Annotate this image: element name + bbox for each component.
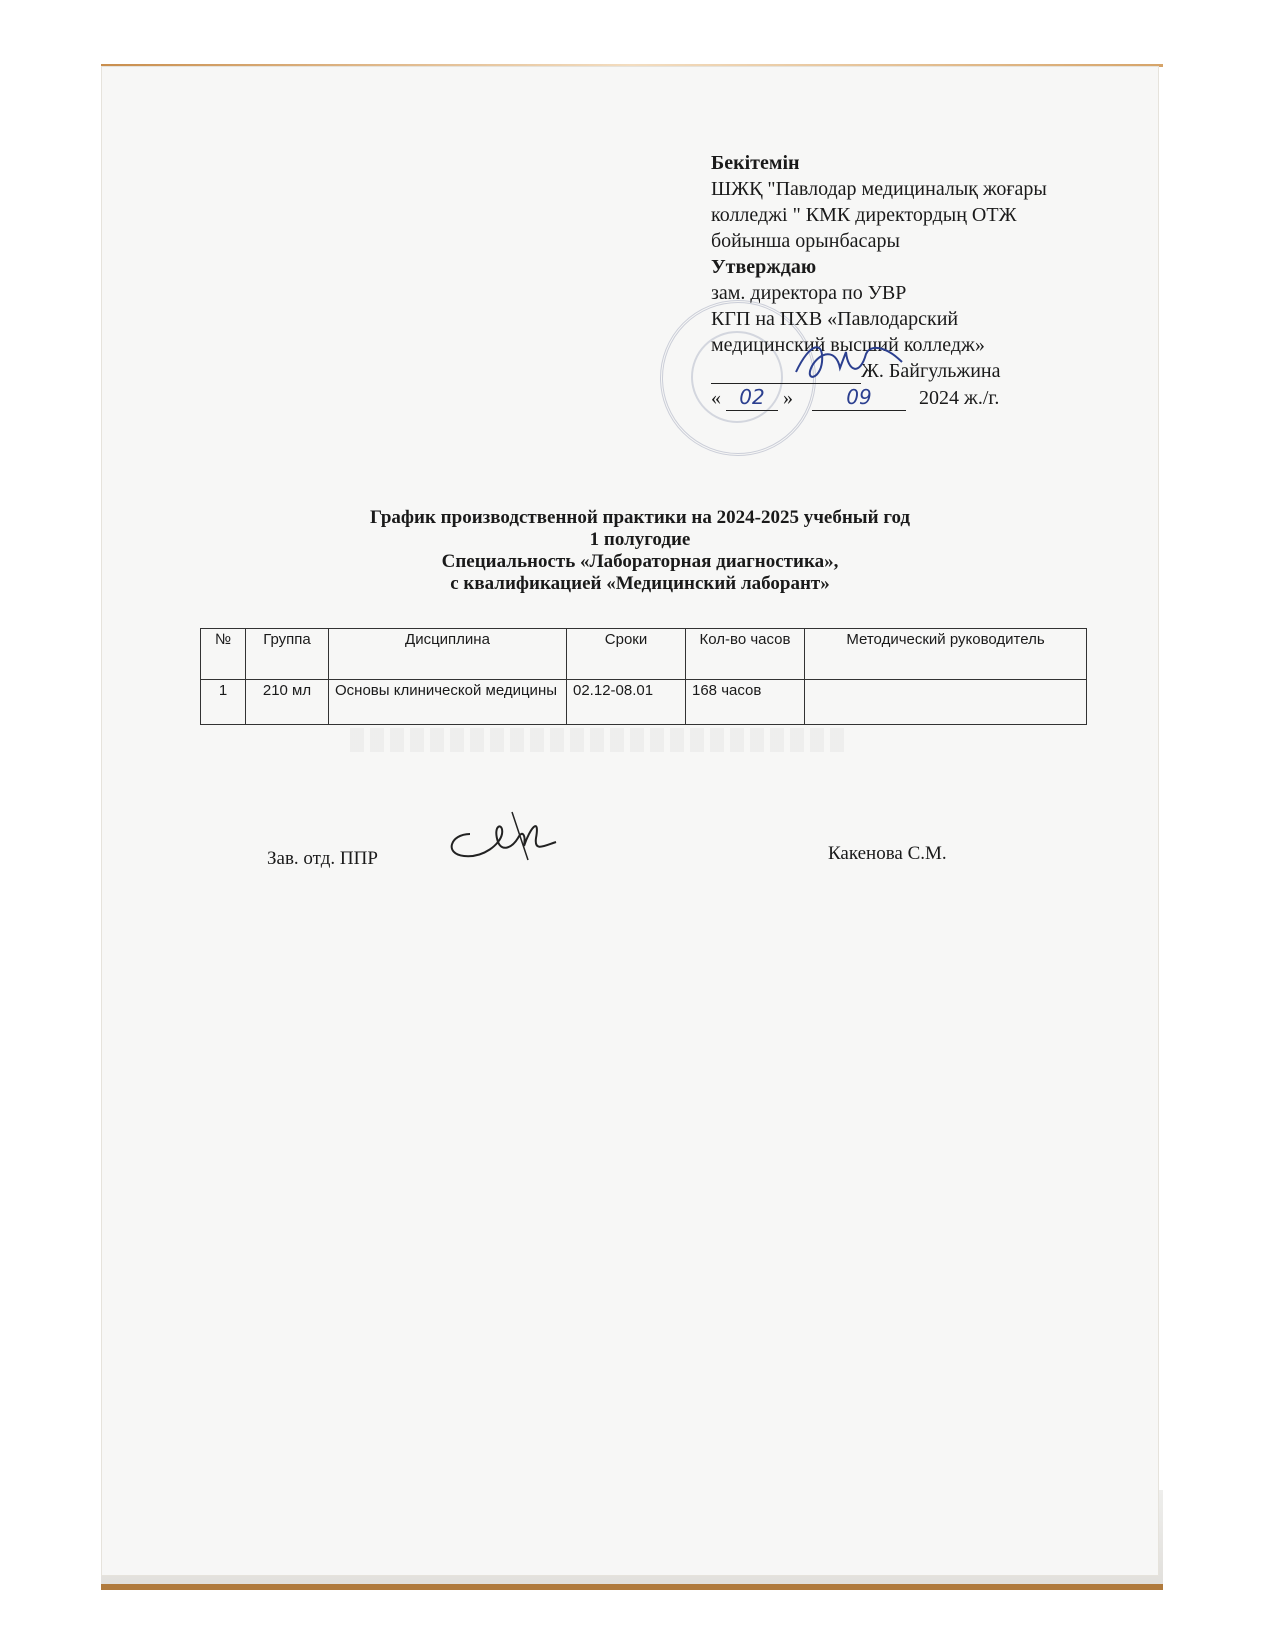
title-line: График производственной практики на 2024-2025 учебный год [369,507,911,528]
date-open-quote: « [711,387,721,409]
approval-signature-line [711,358,1131,384]
approval-ru-line: медицинский высший колледж» [711,334,985,356]
date-close-quote: » [783,387,793,409]
column-header: Дисциплина [329,629,567,680]
approval-ru-line: КГП на ПХВ «Павлодарский [711,308,959,330]
approver-signature-icon [790,332,910,390]
column-header: № [201,629,246,680]
approval-date [711,384,1131,411]
table-cell: 02.12-08.01 [567,680,686,725]
approval-block [711,150,1131,411]
table-cell [805,680,1087,725]
table-cell: Основы клинической медицины [329,680,567,725]
column-header: Группа [246,629,329,680]
approval-ru-heading: Утверждаю [711,256,817,278]
approval-ru-line: зам. директора по УВР [711,282,907,304]
footer-name: Какенова С.М. [828,843,947,864]
date-month: 09 [812,384,906,411]
practice-schedule-table [200,628,1087,725]
table-cell: 210 мл [246,680,329,725]
approval-signer-name: Ж. Байгульжина [861,360,1001,382]
date-year: 2024 ж./г. [919,387,1000,409]
column-header: Сроки [567,629,686,680]
title-line: Специальность «Лабораторная диагностика», [441,551,839,572]
title-line: с квалификацией «Медицинский лаборант» [450,573,830,594]
column-header: Кол-во часов [686,629,805,680]
table-header-row [201,629,1087,680]
date-day: 02 [726,384,778,411]
table-cell: 1 [201,680,246,725]
footer-position: Зав. отд. ППР [267,848,378,869]
approval-kz-line: ШЖҚ "Павлодар медициналық жоғары [711,178,1047,200]
show-through-text [350,728,850,752]
title-line: 1 полугодие [589,529,691,550]
document-title [240,507,1040,595]
table-row [201,680,1087,725]
signature-icon [440,808,560,868]
approval-kz-line: колледжі " КМК директордың ОТЖ [711,204,1017,226]
approval-kz-line: бойынша орынбасары [711,230,900,252]
table-cell: 168 часов [686,680,805,725]
approval-kz-heading: Бекітемін [711,152,800,174]
column-header: Методический руководитель [805,629,1087,680]
